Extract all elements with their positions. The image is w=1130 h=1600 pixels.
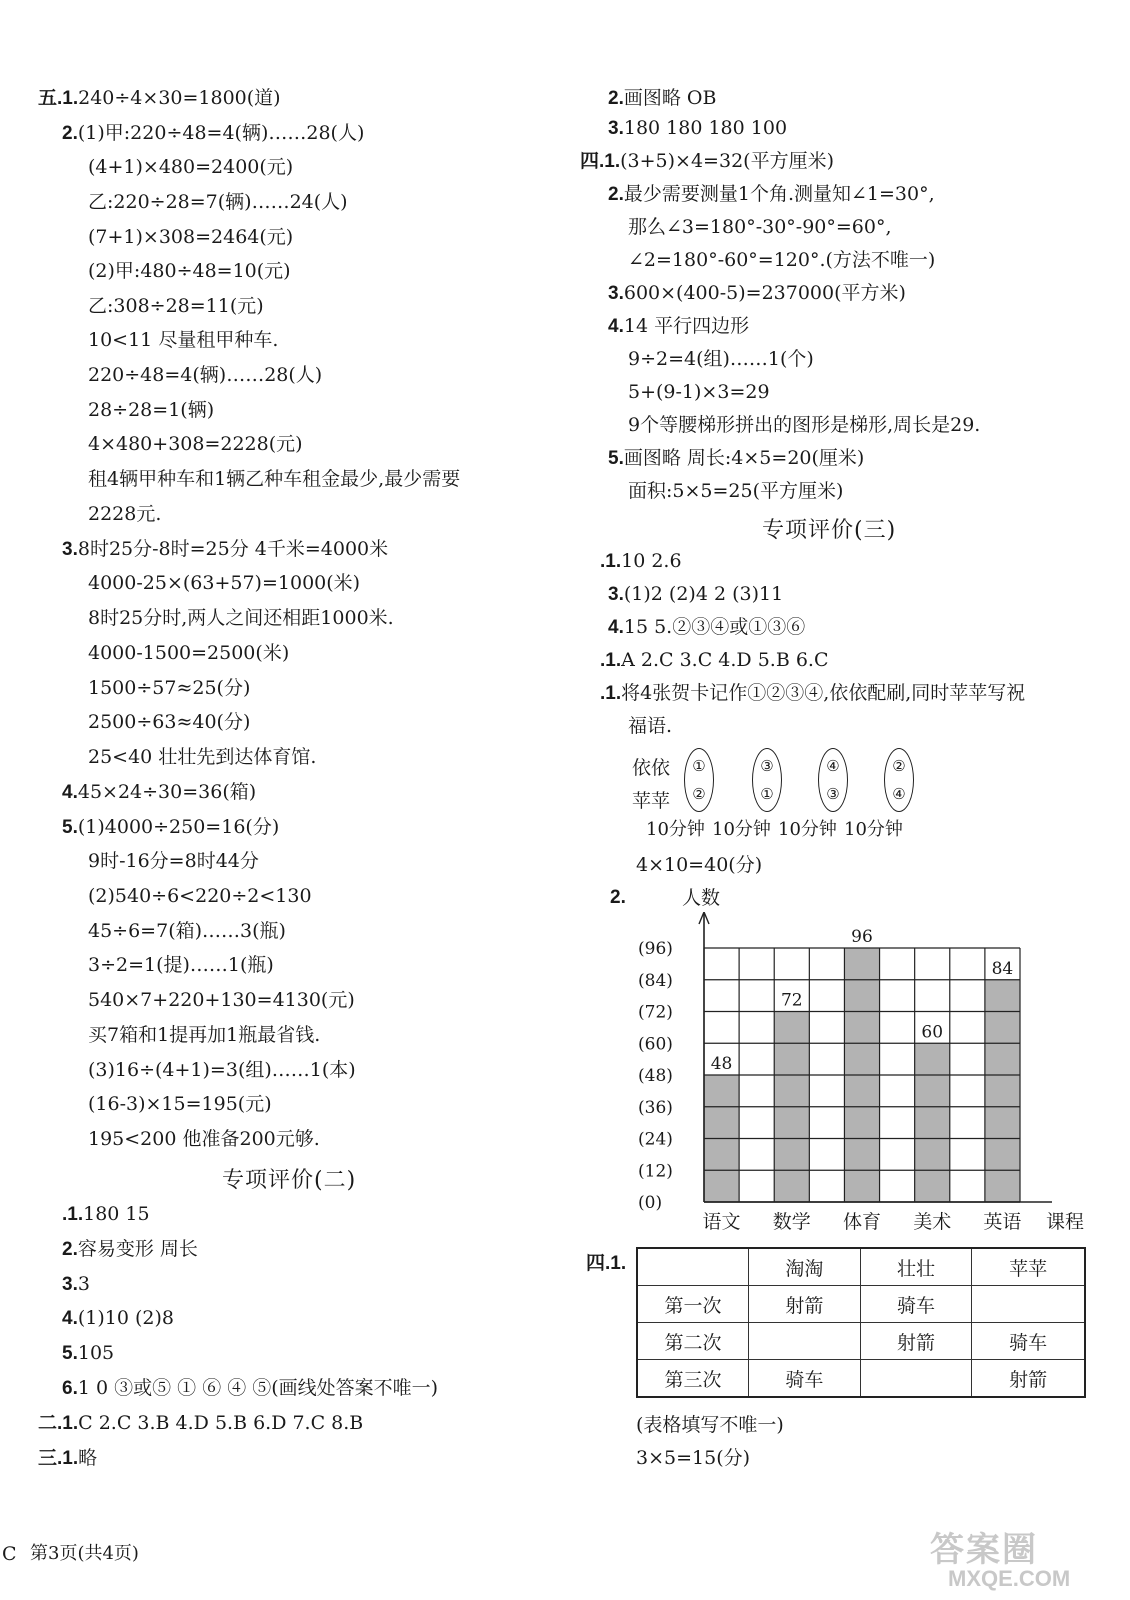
- answer-text: 28÷28=1(辆): [88, 399, 215, 421]
- answer-line: [88, 849, 259, 873]
- seat-top: ③: [760, 757, 774, 775]
- answer-text: 180 180 180 100: [623, 117, 788, 139]
- table-header-cell: 壮壮: [860, 1248, 972, 1286]
- answer-text: 600×(400-5)=237000(平方米): [623, 282, 906, 304]
- seat-time: 10分钟: [844, 819, 903, 840]
- answer-line: [608, 116, 787, 141]
- answer-line: [88, 363, 322, 387]
- answer-line: [88, 467, 460, 491]
- section-title-three: 专项评价(三): [762, 518, 897, 543]
- answer-line: [628, 215, 892, 239]
- answer-line: [608, 182, 935, 207]
- answer-line: [88, 1127, 320, 1151]
- answer-number: 四.1.: [580, 151, 621, 172]
- page-footer: 第3页(共4页): [30, 1543, 139, 1564]
- y-tick-label: (36): [638, 1097, 673, 1118]
- answer-line: [38, 1446, 97, 1471]
- answer-number: 4.: [608, 617, 624, 638]
- answer-line: [88, 953, 274, 977]
- answer-text: 45÷6=7(箱)……3(瓶): [88, 920, 286, 942]
- seat-oval: [818, 748, 848, 812]
- answer-line: [608, 86, 716, 111]
- answer-line: [62, 815, 279, 840]
- seat-top: ②: [892, 757, 906, 775]
- table-header-cell: [637, 1248, 749, 1286]
- chart-number: 2.: [610, 887, 626, 908]
- answer-text: (1)甲:220÷48=4(辆)……28(人): [77, 122, 365, 144]
- answer-text: 1 0 ③或⑤ ① ⑥ ④ ⑤(画线处答案不唯一): [77, 1377, 439, 1399]
- y-tick-label: (96): [638, 939, 673, 959]
- answer-text: (16-3)×15=195(元): [88, 1093, 272, 1115]
- answer-text: 4000-1500=2500(米): [88, 642, 290, 664]
- answer-number: 3.: [62, 1274, 78, 1295]
- table-cell: 第二次: [637, 1323, 749, 1360]
- answer-text: 2228元.: [88, 503, 162, 525]
- answer-text: (2)540÷6<220÷2<130: [88, 885, 312, 907]
- answer-text: 4×10=40(分): [636, 854, 763, 876]
- answer-text: (2)甲:480÷48=10(元): [88, 260, 291, 282]
- answer-number: 4.: [62, 782, 78, 803]
- answer-text: 3×5=15(分): [636, 1447, 751, 1469]
- answer-line: [62, 1272, 90, 1297]
- answer-number: 3.: [608, 584, 624, 605]
- answer-number: 6.: [62, 1378, 78, 1399]
- x-category-label: 体育: [842, 1211, 882, 1233]
- bar-5: [985, 980, 1020, 1202]
- answer-text: 画图略 周长:4×5=20(厘米): [623, 447, 865, 469]
- footer-prefix: C: [2, 1543, 17, 1565]
- table-cell: 第三次: [637, 1360, 749, 1398]
- answer-text: 105: [77, 1342, 115, 1364]
- answer-line: [88, 606, 394, 630]
- table-header-cell: 淘淘: [749, 1248, 861, 1286]
- answer-text: 乙:308÷28=11(元): [88, 295, 264, 317]
- answer-line: [88, 328, 278, 352]
- table-cell: [972, 1286, 1085, 1323]
- answer-number: 5.: [608, 448, 624, 469]
- answer-line: [608, 615, 805, 640]
- y-tick-label: (12): [638, 1161, 673, 1182]
- answer-text: 4000-25×(63+57)=1000(米): [88, 572, 361, 594]
- answer-line: [62, 780, 256, 805]
- answer-text: (3+5)×4=32(平方厘米): [620, 150, 834, 172]
- answer-text: 2500÷63≈40(分): [88, 711, 251, 733]
- watermark-logo: 答案圈: [930, 1531, 1038, 1569]
- answer-text: 10<11 尽量租甲种车.: [88, 329, 279, 351]
- answer-line: [628, 413, 980, 437]
- table-cell: 射箭: [972, 1360, 1085, 1398]
- answer-line: [608, 281, 906, 306]
- seat-label-pingping: 苹苹: [632, 790, 671, 812]
- x-category-label: 语文: [702, 1211, 741, 1233]
- answer-text: 25<40 壮壮先到达体育馆.: [88, 746, 317, 768]
- answer-text: 容易变形 周长: [77, 1238, 198, 1260]
- seat-time: 10分钟: [646, 819, 705, 840]
- answer-number: 5.: [62, 817, 78, 838]
- chart-y-label: 人数: [682, 887, 721, 909]
- answer-line: [88, 571, 360, 595]
- table-cell: [860, 1360, 972, 1398]
- answer-number: 三.1.: [38, 1448, 79, 1469]
- answer-line: [62, 1341, 114, 1366]
- table-cell: [749, 1323, 861, 1360]
- table-header-row: [637, 1248, 1085, 1286]
- bar-value-label: 60: [921, 1022, 944, 1043]
- answer-text: 面积:5×5=25(平方厘米): [628, 480, 844, 502]
- answer-line: [88, 884, 312, 908]
- answer-line: [628, 380, 770, 404]
- bar-value-label: 72: [780, 990, 803, 1011]
- table-cell: 骑车: [860, 1286, 972, 1323]
- answer-line: [628, 479, 843, 503]
- answer-text: 15 5.②③④或①③⑥: [623, 616, 806, 638]
- y-tick-label: (0): [638, 1193, 663, 1213]
- bar-chart: [600, 912, 1100, 1242]
- seat-time: 10分钟: [712, 819, 771, 840]
- answer-line: [88, 988, 355, 1012]
- answer-number: .1.: [600, 551, 622, 572]
- answer-number: 3.: [62, 539, 78, 560]
- table-row: [637, 1360, 1085, 1398]
- answer-line: [580, 149, 834, 174]
- answer-text: 9时-16分=8时44分: [88, 850, 259, 872]
- answer-number: 2.: [608, 88, 624, 109]
- answer-text: 240÷4×30=1800(道): [78, 87, 281, 109]
- y-tick-label: (60): [638, 1034, 673, 1055]
- table-cell: 骑车: [972, 1323, 1085, 1360]
- answer-text: 租4辆甲种车和1辆乙种车租金最少,最少需要: [88, 468, 461, 490]
- answer-line: [600, 648, 829, 673]
- answer-text: A 2.C 3.C 4.D 5.B 6.C: [621, 649, 829, 671]
- answer-line: [608, 582, 783, 607]
- answer-text: (1)4000÷250=16(分): [77, 816, 280, 838]
- answer-line: [88, 745, 316, 769]
- answer-line: [88, 1023, 320, 1047]
- seat-oval: [884, 748, 914, 812]
- schedule-table: [636, 1247, 1086, 1398]
- seat-label-yiyi: 依依: [632, 757, 671, 779]
- answer-text: 9个等腰梯形拼出的图形是梯形,周长是29.: [628, 414, 981, 436]
- answer-text: 5+(9-1)×3=29: [628, 381, 770, 403]
- answer-line: [88, 432, 303, 456]
- answer-line: [600, 681, 1025, 706]
- answer-number: 4.: [62, 1308, 78, 1329]
- seat-top: ④: [826, 757, 840, 775]
- answer-text: 8时25分-8时=25分 4千米=4000米: [77, 538, 389, 560]
- table-number: 四.1.: [586, 1253, 627, 1274]
- answer-text: 1500÷57≈25(分): [88, 677, 251, 699]
- answer-text: (3)16÷(4+1)=3(组)……1(本): [88, 1059, 356, 1081]
- answer-line: [62, 1202, 150, 1227]
- x-category-label: 数学: [772, 1211, 811, 1233]
- bar-value-label: 84: [991, 958, 1014, 979]
- answer-text: (7+1)×308=2464(元): [88, 226, 294, 248]
- answer-line: [608, 314, 749, 339]
- answer-number: 3.: [608, 283, 624, 304]
- y-tick-label: (24): [638, 1129, 673, 1150]
- answer-text: 买7箱和1提再加1瓶最省钱.: [88, 1024, 321, 1046]
- seat-oval: [752, 748, 782, 812]
- answer-text: 9÷2=4(组)……1(个): [628, 348, 814, 370]
- seat-time: 10分钟: [778, 819, 837, 840]
- answer-line: [38, 86, 281, 111]
- answer-line: [88, 1092, 272, 1116]
- y-tick-label: (84): [638, 970, 673, 991]
- answer-line: [62, 1237, 198, 1262]
- answer-text: 8时25分时,两人之间还相距1000米.: [88, 607, 394, 629]
- table-header-cell: 苹苹: [972, 1248, 1085, 1286]
- answer-text: (表格填写不唯一): [636, 1414, 784, 1436]
- answer-number: 二.1.: [38, 1413, 79, 1434]
- answer-number: 2.: [62, 123, 78, 144]
- answer-text: 540×7+220+130=4130(元): [88, 989, 355, 1011]
- answer-text: 将4张贺卡记作①②③④,依依配刷,同时苹苹写祝: [621, 682, 1026, 704]
- answer-line: [608, 446, 864, 471]
- x-category-label: 美术: [913, 1211, 952, 1233]
- answer-text: 乙:220÷28=7(辆)……24(人): [88, 191, 348, 213]
- answer-number: 2.: [62, 1239, 78, 1260]
- answer-text: 最少需要测量1个角.测量知∠1=30°,: [623, 183, 935, 205]
- answer-line: [88, 294, 264, 318]
- answer-line: [628, 714, 672, 738]
- seat-bottom: ③: [826, 785, 840, 803]
- seat-oval: [684, 748, 714, 812]
- answer-number: 2.: [608, 184, 624, 205]
- answer-line: [88, 259, 291, 283]
- answer-line: [88, 155, 293, 179]
- answer-line: [88, 641, 289, 665]
- answer-text: 画图略 OB: [623, 87, 717, 109]
- answer-text: C 2.C 3.B 4.D 5.B 6.D 7.C 8.B: [78, 1412, 364, 1434]
- bar-value-label: 96: [851, 927, 873, 947]
- table-cell: 射箭: [860, 1323, 972, 1360]
- answer-text: (1)10 (2)8: [77, 1307, 174, 1329]
- table-cell: 射箭: [749, 1286, 861, 1323]
- answer-text: 10 2.6: [621, 550, 682, 572]
- seat-bottom: ②: [692, 785, 706, 803]
- answer-line: [38, 1411, 363, 1436]
- answer-line: [62, 1376, 438, 1401]
- y-tick-label: (72): [638, 1002, 673, 1023]
- answer-number: .1.: [600, 683, 622, 704]
- answer-text: ∠2=180°-60°=120°.(方法不唯一): [628, 249, 936, 271]
- bar-value-label: 48: [710, 1054, 733, 1074]
- answer-text: 福语.: [628, 715, 673, 737]
- answer-line: [636, 853, 762, 877]
- x-category-label: 英语: [983, 1211, 1022, 1233]
- answer-line: [62, 1306, 174, 1331]
- answer-line: [88, 676, 250, 700]
- answer-text: 4×480+308=2228(元): [88, 433, 303, 455]
- watermark-url: MXQE.COM: [948, 1566, 1071, 1591]
- answer-line: [62, 121, 364, 146]
- answer-text: 195<200 他准备200元够.: [88, 1128, 320, 1150]
- seat-bottom: ①: [760, 785, 774, 803]
- answer-line: [88, 225, 293, 249]
- answer-number: .1.: [600, 650, 622, 671]
- seat-bottom: ④: [892, 785, 906, 803]
- answer-line: [88, 502, 161, 526]
- answer-line: [88, 1058, 356, 1082]
- answer-line: [88, 398, 214, 422]
- answer-text: 那么∠3=180°-30°-90°=60°,: [628, 216, 892, 238]
- answer-line: [600, 549, 682, 574]
- answer-line: [62, 537, 388, 562]
- answer-text: (4+1)×480=2400(元): [88, 156, 294, 178]
- answer-line: [88, 710, 250, 734]
- bar-4: [915, 1043, 950, 1202]
- answer-number: 五.1.: [38, 88, 79, 109]
- answer-number: 3.: [608, 118, 624, 139]
- table-cell: 第一次: [637, 1286, 749, 1323]
- table-row: [637, 1286, 1085, 1323]
- table-cell: 骑车: [749, 1360, 861, 1398]
- answer-text: 45×24÷30=36(箱): [77, 781, 257, 803]
- answer-line: [636, 1413, 784, 1437]
- answer-line: [636, 1446, 750, 1470]
- answer-text: 3÷2=1(提)……1(瓶): [88, 954, 274, 976]
- answer-text: 3: [77, 1273, 90, 1295]
- answer-text: (1)2 (2)4 2 (3)11: [623, 583, 784, 605]
- answer-text: 略: [78, 1447, 98, 1469]
- answer-line: [628, 248, 935, 272]
- answer-text: 180 15: [83, 1203, 150, 1225]
- answer-line: [628, 347, 814, 371]
- answer-text: 14 平行四边形: [623, 315, 750, 337]
- answer-line: [88, 190, 348, 214]
- answer-text: 220÷48=4(辆)……28(人): [88, 364, 323, 386]
- answer-line: [88, 919, 286, 943]
- table-row: [637, 1323, 1085, 1360]
- y-tick-label: (48): [638, 1066, 673, 1086]
- chart-x-label: 课程: [1046, 1211, 1085, 1233]
- answer-number: 4.: [608, 316, 624, 337]
- answer-number: .1.: [62, 1204, 84, 1225]
- section-title-two: 专项评价(二): [222, 1168, 357, 1193]
- answer-number: 5.: [62, 1343, 78, 1364]
- seat-top: ①: [692, 757, 706, 775]
